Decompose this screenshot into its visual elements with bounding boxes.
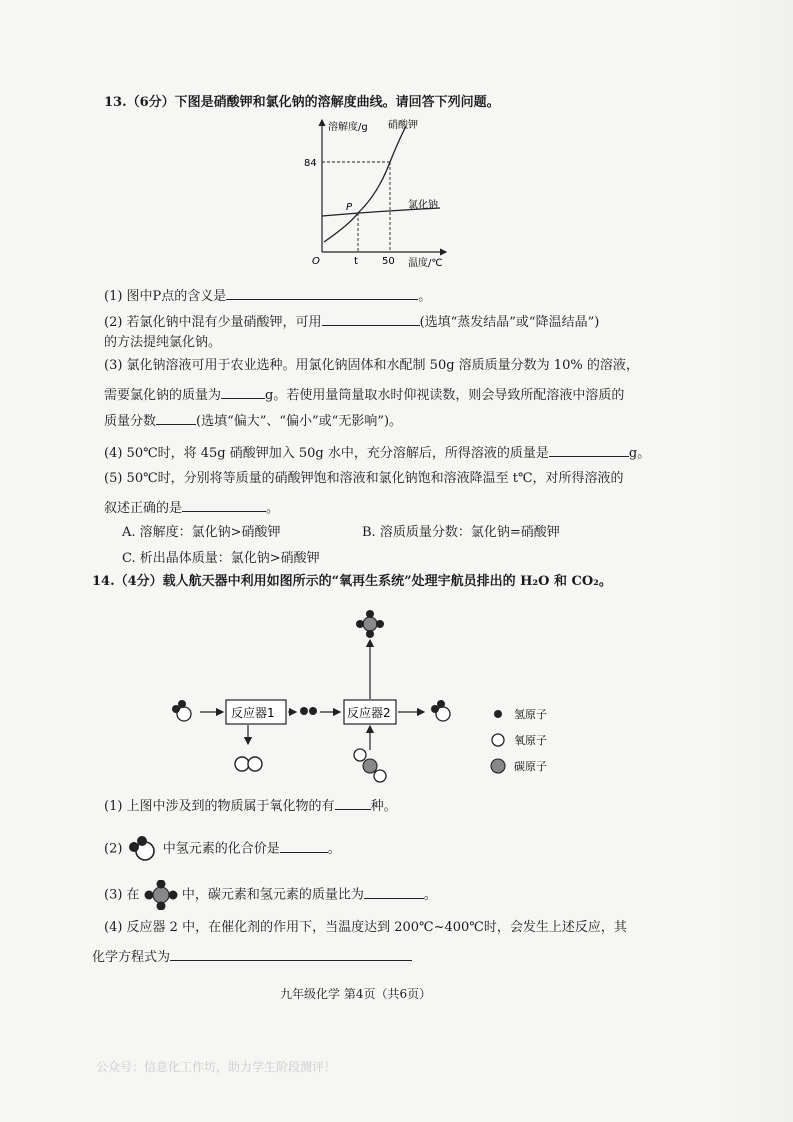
q13-part5: (5) 50℃时，分别将等质量的硝酸钾饱和溶液和氯化钠饱和溶液降温至 t℃，对所得溶液的 [104,471,624,486]
q14-title: 14.（4分）载人航天器中利用如图所示的“氧再生系统”处理宇航员排出的 H₂O 和 CO₂。 [92,574,612,589]
q13-part2: (2) 若氯化钠中混有少量硝酸钾，可用 (选填“蒸发结晶”或“降温结晶”) [104,311,599,332]
answer-blank[interactable] [182,497,266,512]
answer-blank[interactable] [364,884,424,899]
q14-part4-line2: 化学方程式为 [92,946,412,967]
q13-part2-cont: 的方法提纯氯化钠。 [104,335,222,350]
legend-oxygen: 氧原子 [514,734,547,747]
nacl-curve [322,208,440,216]
option-b: B. 溶质质量分数：氯化钠=硝酸钾 [362,525,560,540]
q13-part4: (4) 50℃时，将 45g 硝酸钾加入 50g 水中，充分溶解后，所得溶液的质量是 g。 [104,442,650,463]
q14-part2: (2) 中氢元素的化合价是 。 [104,836,341,862]
q14-part4: (4) 反应器 2 中，在催化剂的作用下，当温度达到 200℃~400℃时，会发生上述反应，其 [104,920,627,935]
option-c: C. 析出晶体质量：氯化钠>硝酸钾 [122,551,320,566]
x-tick-t: t [354,256,358,267]
carbon-dioxide-molecule-icon [354,749,386,782]
water-molecule-output-icon [431,700,450,721]
kno3-curve-label: 硝酸钾 [388,120,418,131]
q13-part3-line3: 质量分数 (选填“偏大”、“偏小”或“无影响”)。 [104,410,402,431]
answer-blank[interactable] [226,285,418,300]
oxygen-regeneration-diagram [168,604,588,784]
answer-blank[interactable] [335,795,371,810]
y-axis-label: 溶解度/g [328,122,368,133]
legend-hydrogen: 氢原子 [514,708,547,721]
hydrogen-molecule-icon [300,707,317,715]
watermark: 公众号：信息化工作坊，助力学生阶段测评！ [96,1060,337,1074]
oxygen-molecule-icon [235,757,262,771]
x-axis-label: 温度/℃ [408,258,443,269]
answer-blank[interactable] [322,311,420,326]
answer-blank[interactable] [156,410,196,425]
reactor-2-label: 反应器2 [347,706,391,720]
oxygen-atom-legend-icon [492,734,504,746]
solubility-graph [300,112,460,282]
reactor-1-label: 反应器1 [231,706,275,720]
option-a: A. 溶解度：氯化钠>硝酸钾 [122,525,281,540]
water-molecule-inline-icon [127,836,159,862]
q14-part3: (3) 在 中，碳元素和氢元素的质量比为 。 [104,880,437,910]
q14-part1: (1) 上图中涉及到的物质属于氧化物的有 种。 [104,795,397,816]
point-p-label: P [346,202,353,213]
origin-label: O [312,256,320,267]
legend-carbon: 碳原子 [514,760,547,773]
page-footer: 九年级化学 第4页（共6页） [280,987,432,1001]
q13-part3-line2: 需要氯化钠的质量为 g。若使用量筒量取水时仰视读数，则会导致所配溶液中溶质的 [104,384,624,405]
answer-blank[interactable] [549,442,629,457]
nacl-curve-label: 氯化钠 [408,200,438,211]
answer-blank[interactable] [170,946,412,961]
kno3-curve [324,126,406,242]
y-tick-84: 84 [304,158,317,169]
q13-part5-line2: 叙述正确的是 。 [104,497,279,518]
water-molecule-icon [172,700,191,721]
q13-title: 13.（6分）下图是硝酸钾和氯化钠的溶解度曲线。请回答下列问题。 [104,95,500,110]
hydrogen-atom-legend-icon [494,710,502,718]
carbon-atom-legend-icon [491,759,505,773]
q13-part1: (1) 图中P点的含义是 。 [104,285,431,306]
methane-molecule-inline-icon [144,880,178,910]
answer-blank[interactable] [280,838,328,853]
x-tick-50: 50 [382,256,395,267]
methane-molecule-icon [356,610,384,638]
q13-part3: (3) 氯化钠溶液可用于农业选种。用氯化钠固体和水配制 50g 溶质质量分数为 10% 的溶液， [104,358,639,373]
answer-blank[interactable] [221,384,265,399]
